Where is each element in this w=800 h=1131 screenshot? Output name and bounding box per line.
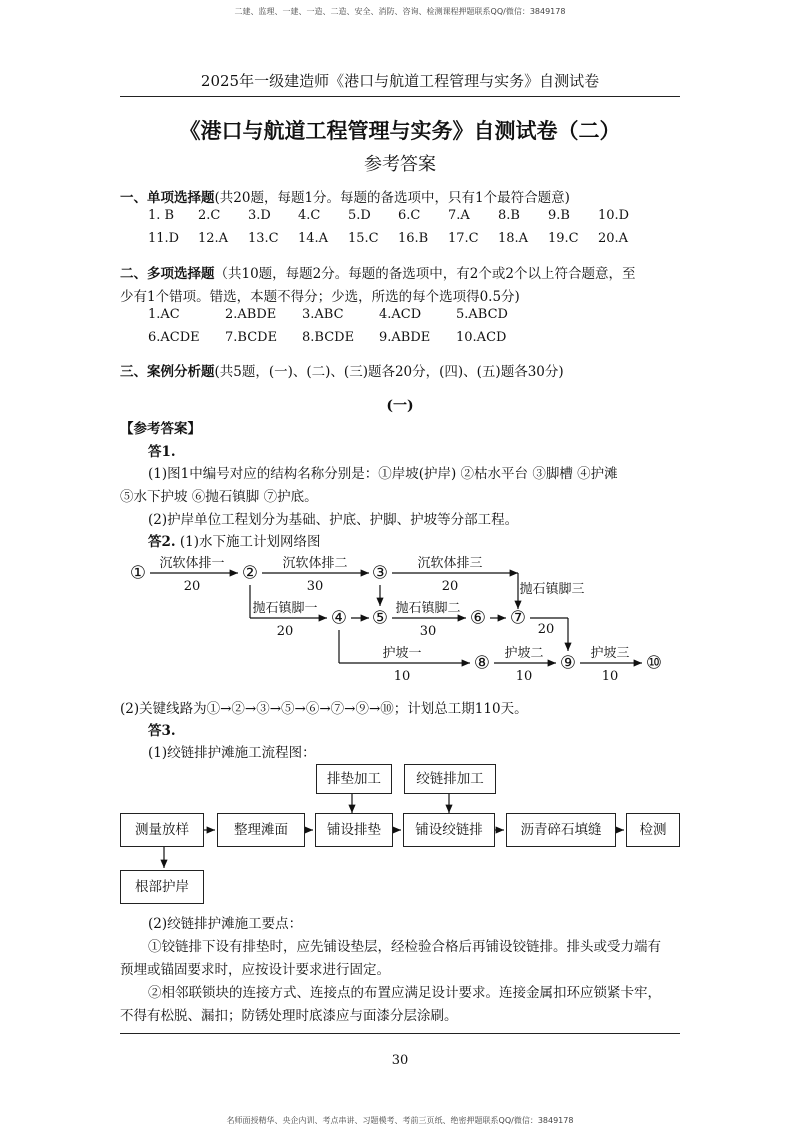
section1-heading-line <box>120 186 570 206</box>
answer1-line3: (2)护岸单位工程划分为基础、护底、护脚、护坡等分部工程。 <box>148 512 519 528</box>
answer2-label: 答2. <box>148 534 176 550</box>
network-node-8: ⑧ <box>473 652 491 674</box>
network-node-2: ② <box>241 562 259 584</box>
answer-item: 1.AC <box>148 307 180 322</box>
answer-item: 11.D <box>148 231 180 246</box>
bottom-banner: 名师面授精华、央企内训、考点串讲、习题模考、考前三页纸、绝密押题联系QQ/微信：3849178 <box>226 1116 574 1125</box>
section2-desc-line2: 少有1个错项。错选，本题不得分；少选，所选的每个选项得0.5分) <box>120 289 520 305</box>
network-node-6: ⑥ <box>469 607 487 629</box>
answer3-line2: (2)绞链排护滩施工要点： <box>148 916 303 932</box>
section3-desc: (共5题，(一)、(二)、(三)题各20分，(四)、(五)题各30分) <box>214 364 564 380</box>
running-header: 2025年一级建造师《港口与航道工程管理与实务》自测试卷 <box>200 72 600 90</box>
activity-duration: 20 <box>276 624 294 639</box>
network-node-7: ⑦ <box>509 607 527 629</box>
section1-desc: (共20题，每题1分。每题的备选项中，只有1个最符合题意) <box>214 190 570 206</box>
flow-box-pre2: 绞链排加工 <box>404 764 496 794</box>
reference-answer-label: 【参考答案】 <box>120 421 201 437</box>
activity-label: 护坡一 <box>382 646 422 661</box>
answer-item: 4.ACD <box>379 307 422 322</box>
network-node-1: ① <box>129 562 147 584</box>
answer-item: 2.C <box>198 208 221 223</box>
flow-box-step4: 铺设绞链排 <box>403 813 495 847</box>
answer-item: 8.B <box>498 208 520 223</box>
section2-heading: 二、多项选择题 <box>120 266 215 282</box>
answer-item: 19.C <box>548 231 579 246</box>
activity-duration: 20 <box>441 579 459 594</box>
activity-label: 护坡二 <box>504 646 544 661</box>
answer-item: 2.ABDE <box>225 307 277 322</box>
answer-item: 15.C <box>348 231 379 246</box>
activity-label: 沉软体排一 <box>159 556 225 571</box>
flow-box-step6: 检测 <box>626 813 680 847</box>
answer-item: 9.ABDE <box>379 330 431 345</box>
footer-rule <box>120 1033 680 1034</box>
network-node-3: ③ <box>371 562 389 584</box>
case-number: (一) <box>386 398 414 414</box>
section3-heading-line <box>120 360 564 380</box>
answer-item: 12.A <box>198 231 229 246</box>
activity-label: 抛石镇脚三 <box>519 582 585 597</box>
network-node-4: ④ <box>330 607 348 629</box>
flow-box-step5: 沥青碎石填缝 <box>506 813 616 847</box>
activity-duration: 10 <box>601 669 619 684</box>
answer3-label: 答3. <box>148 723 176 739</box>
header-rule <box>120 96 680 97</box>
section2-desc-line1: （共10题，每题2分。每题的备选项中，有2个或2个以上符合题意，至 <box>214 266 636 282</box>
activity-label: 抛石镇脚二 <box>395 601 461 616</box>
flow-box-step3: 铺设排垫 <box>315 813 393 847</box>
answer-item: 7.BCDE <box>225 330 278 345</box>
flow-box-step2: 整理滩面 <box>217 813 305 847</box>
answer-item: 5.ABCD <box>456 307 508 322</box>
answer1-line1: (1)图1中编号对应的结构名称分别是：①岸坡(护岸) ②枯水平台 ③脚槽 ④护滩 <box>148 466 618 482</box>
answer-item: 16.B <box>398 231 429 246</box>
answer-item: 10.D <box>598 208 630 223</box>
answer-item: 14.A <box>298 231 329 246</box>
network-diagram <box>120 548 680 698</box>
answer3-line1: (1)绞链排护滩施工流程图： <box>148 745 316 761</box>
answer-item: 3.ABC <box>302 307 344 322</box>
answer-item: 7.A <box>448 208 470 223</box>
answer-item: 17.C <box>448 231 479 246</box>
answer3-p2-line2: 不得有松脱、漏扣；防锈处理时底漆应与面漆分层涂刷。 <box>120 1008 458 1024</box>
answer-item: 6.ACDE <box>148 330 200 345</box>
answer2-line2: (2)关键线路为①→②→③→⑤→⑥→⑦→⑨→⑩；计划总工期110天。 <box>120 701 528 717</box>
answer-item: 5.D <box>348 208 371 223</box>
answer-item: 13.C <box>248 231 279 246</box>
network-node-9: ⑨ <box>559 652 577 674</box>
page-number: 30 <box>391 1053 409 1068</box>
answer-item: 4.C <box>298 208 321 223</box>
activity-duration: 30 <box>306 579 324 594</box>
section1-heading: 一、单项选择题 <box>120 190 215 206</box>
answer2-heading <box>148 530 321 550</box>
multi-choice-answers <box>148 307 533 345</box>
activity-duration: 10 <box>393 669 411 684</box>
activity-duration: 30 <box>419 624 437 639</box>
answer-item: 6.C <box>398 208 421 223</box>
flow-box-step1: 测量放样 <box>120 813 204 847</box>
answer1-label: 答1. <box>148 444 176 460</box>
section3-heading: 三、案例分析题 <box>120 364 215 380</box>
answer-item: 8.BCDE <box>302 330 355 345</box>
top-banner: 二建、监理、一建、一造、二造、安全、消防、咨询、检测课程押题联系QQ/微信：3849178 <box>234 7 566 16</box>
answer-item: 3.D <box>248 208 271 223</box>
flow-box-pre1: 排垫加工 <box>316 764 392 794</box>
network-node-5: ⑤ <box>371 607 389 629</box>
activity-label: 抛石镇脚一 <box>252 601 318 616</box>
section2-heading-line <box>120 262 635 282</box>
network-node-10: ⑩ <box>645 652 663 674</box>
answer3-p1-line1: ①铰链排下设有排垫时，应先铺设垫层，经检验合格后再铺设铰链排。排头或受力端有 <box>148 939 661 955</box>
answer-item: 9.B <box>548 208 570 223</box>
answer-item: 20.A <box>598 231 629 246</box>
activity-label: 护坡三 <box>590 646 630 661</box>
flow-box-branch: 根部护岸 <box>120 870 204 904</box>
single-choice-answers <box>148 208 648 246</box>
answer-item: 1. B <box>148 208 175 223</box>
answer3-p1-line2: 预埋或锚固要求时，应按设计要求进行固定。 <box>120 962 390 978</box>
answer-item: 10.ACD <box>456 330 507 345</box>
answer1-line2: ⑤水下护坡 ⑥抛石镇脚 ⑦护底。 <box>120 489 318 505</box>
answer-item: 18.A <box>498 231 529 246</box>
page-subtitle: 参考答案 <box>364 154 436 175</box>
activity-duration: 10 <box>515 669 533 684</box>
answer3-p2-line1: ②相邻联锁块的连接方式、连接点的布置应满足设计要求。连接金属扣环应锁紧卡牢， <box>148 985 661 1001</box>
activity-duration: 20 <box>183 579 201 594</box>
activity-label: 沉软体排三 <box>417 556 483 571</box>
page-title: 《港口与航道工程管理与实务》自测试卷（二） <box>179 118 621 143</box>
activity-label: 沉软体排二 <box>282 556 348 571</box>
activity-duration: 20 <box>537 622 555 637</box>
answer2-line1: (1)水下施工计划网络图 <box>179 534 321 550</box>
